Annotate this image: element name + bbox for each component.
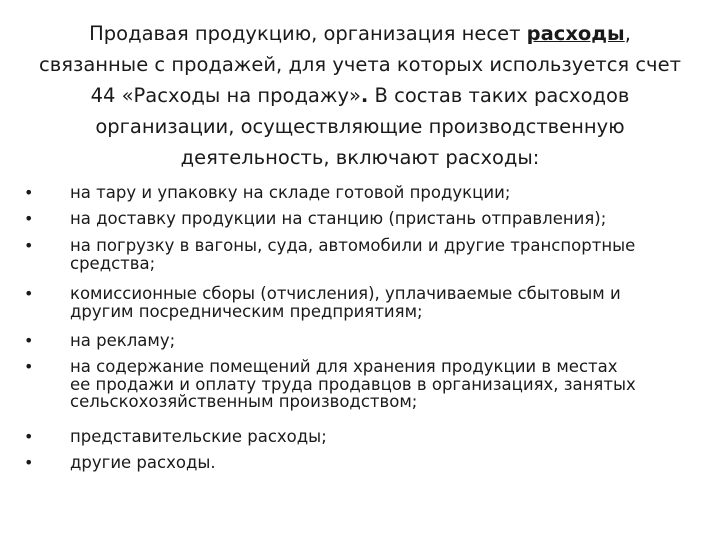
keyword-expenses: расходы: [526, 22, 625, 45]
intro-line-4: организации, осуществляющие производственную: [95, 115, 625, 138]
intro-line-3: [36, 80, 684, 111]
bullet-icon: •: [24, 427, 34, 446]
list-item-line: ее продажи и оплату труда продавцов в организациях, занятых: [70, 374, 636, 394]
list-item-text: [70, 454, 706, 472]
list-item-line: на тару и упаковку на складе готовой продукции;: [70, 183, 511, 202]
bullet-icon: •: [24, 209, 34, 228]
intro-text: 44 «Расходы на продажу»: [90, 84, 361, 107]
list-item-line: сельскохозяйственным производством;: [70, 392, 418, 411]
list-item-line: средства;: [70, 253, 156, 273]
intro-text: ,: [624, 22, 631, 45]
list-item-line: комиссионные сборы (отчисления), уплачиваемые сбытовым и: [70, 284, 621, 303]
intro-line-2: связанные с продажей, для учета которых используется счет: [39, 53, 681, 76]
list-item-line: другим посредническим предприятиям;: [70, 301, 423, 321]
list-item-text: [70, 332, 706, 350]
list-item-text: [70, 210, 706, 228]
intro-paragraph: [36, 18, 684, 173]
list-item-text: [70, 428, 706, 446]
list-item-line: на содержание помещений для хранения продукции в местах: [70, 357, 618, 376]
bullet-icon: •: [24, 183, 34, 202]
list-item-text: [70, 285, 706, 320]
list-item-text: [70, 237, 706, 272]
intro-text: В состав таких расходов: [368, 84, 630, 107]
list-item-text: [70, 358, 706, 411]
list-item-line: представительские расходы;: [70, 427, 327, 446]
intro-line-1: [36, 18, 684, 49]
list-item-line: на доставку продукции на станцию (пристань отправления);: [70, 209, 607, 228]
list-item-line: на рекламу;: [70, 331, 176, 350]
bullet-icon: •: [24, 453, 34, 472]
intro-text: .: [360, 84, 369, 107]
intro-text: Продавая продукцию, организация несет: [89, 22, 527, 45]
bullet-icon: •: [24, 236, 34, 255]
bullet-icon: •: [24, 357, 34, 376]
list-item-line: на погрузку в вагоны, суда, автомобили и другие транспортные: [70, 236, 636, 255]
intro-line-5: деятельность, включают расходы:: [180, 146, 540, 169]
list-item-line: другие расходы.: [70, 453, 216, 472]
bullet-icon: •: [24, 331, 34, 350]
bullet-icon: •: [24, 284, 34, 303]
list-item-text: [70, 184, 706, 202]
